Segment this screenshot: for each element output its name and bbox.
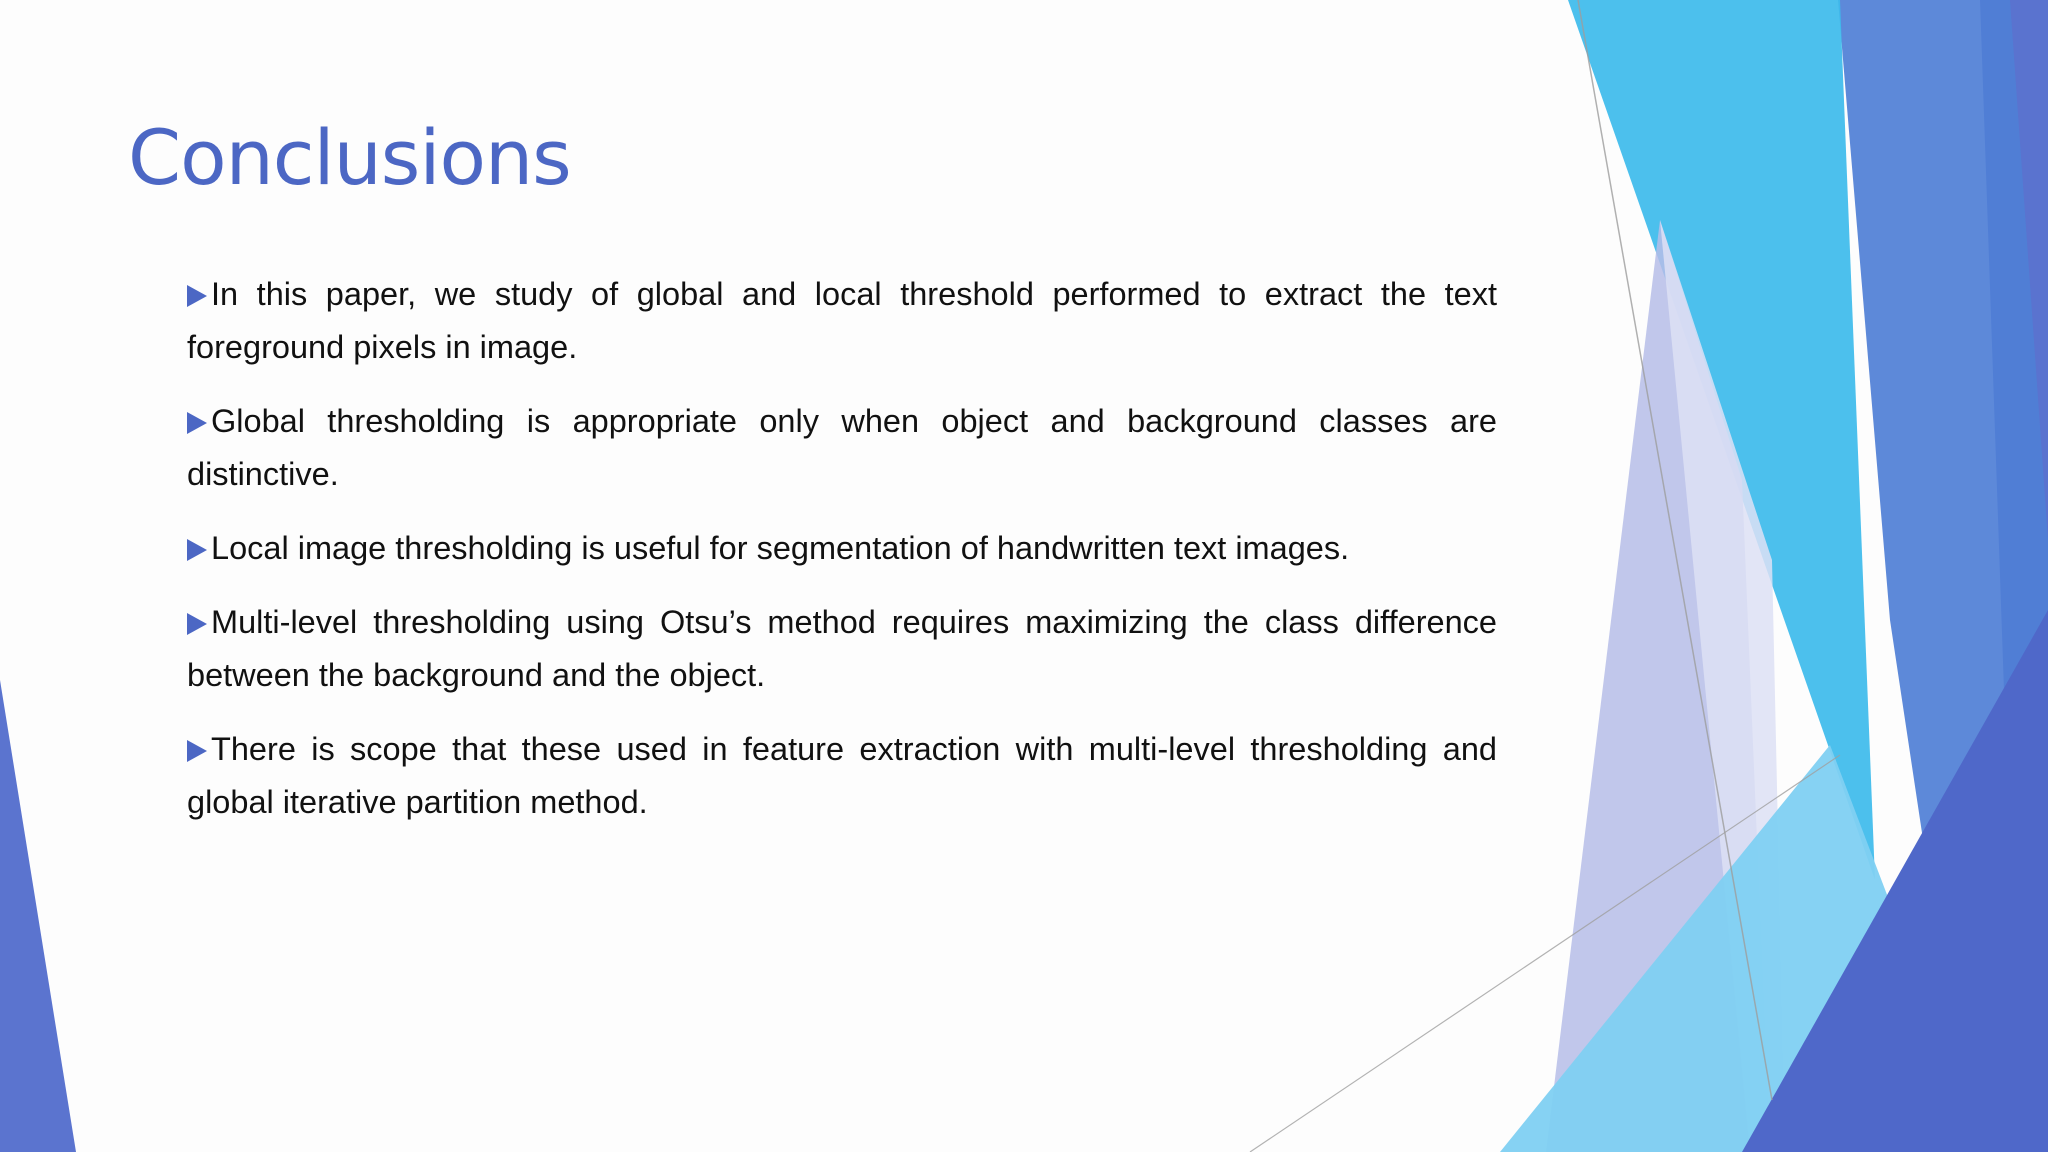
right-triangle-arrow-icon [187, 613, 207, 635]
right-triangle-arrow-icon [187, 740, 207, 762]
bullet-list [187, 268, 1497, 850]
right-triangle-arrow-icon [187, 539, 207, 561]
bullet-item [187, 596, 1497, 702]
bullet-item [187, 395, 1497, 501]
bullet-text: In this paper, we study of global and local threshold performed to extract the text foreground pixels in image. [187, 276, 1497, 365]
bullet-item [187, 268, 1497, 374]
bullet-item [187, 522, 1497, 575]
left-blue-wedge [0, 680, 76, 1152]
bullet-text: Global thresholding is appropriate only when object and background classes are distinctive. [187, 403, 1497, 492]
bullet-text: Multi-level thresholding using Otsu’s method requires maximizing the class difference between the background and the object. [187, 604, 1497, 693]
right-triangle-arrow-icon [187, 285, 207, 307]
bullet-item [187, 723, 1497, 829]
slide-title: Conclusions [128, 113, 571, 202]
bullet-text: Local image thresholding is useful for segmentation of handwritten text images. [211, 530, 1350, 566]
bullet-text: There is scope that these used in feature extraction with multi-level thresholding and global iterative partition method. [187, 731, 1497, 820]
right-triangle-arrow-icon [187, 412, 207, 434]
